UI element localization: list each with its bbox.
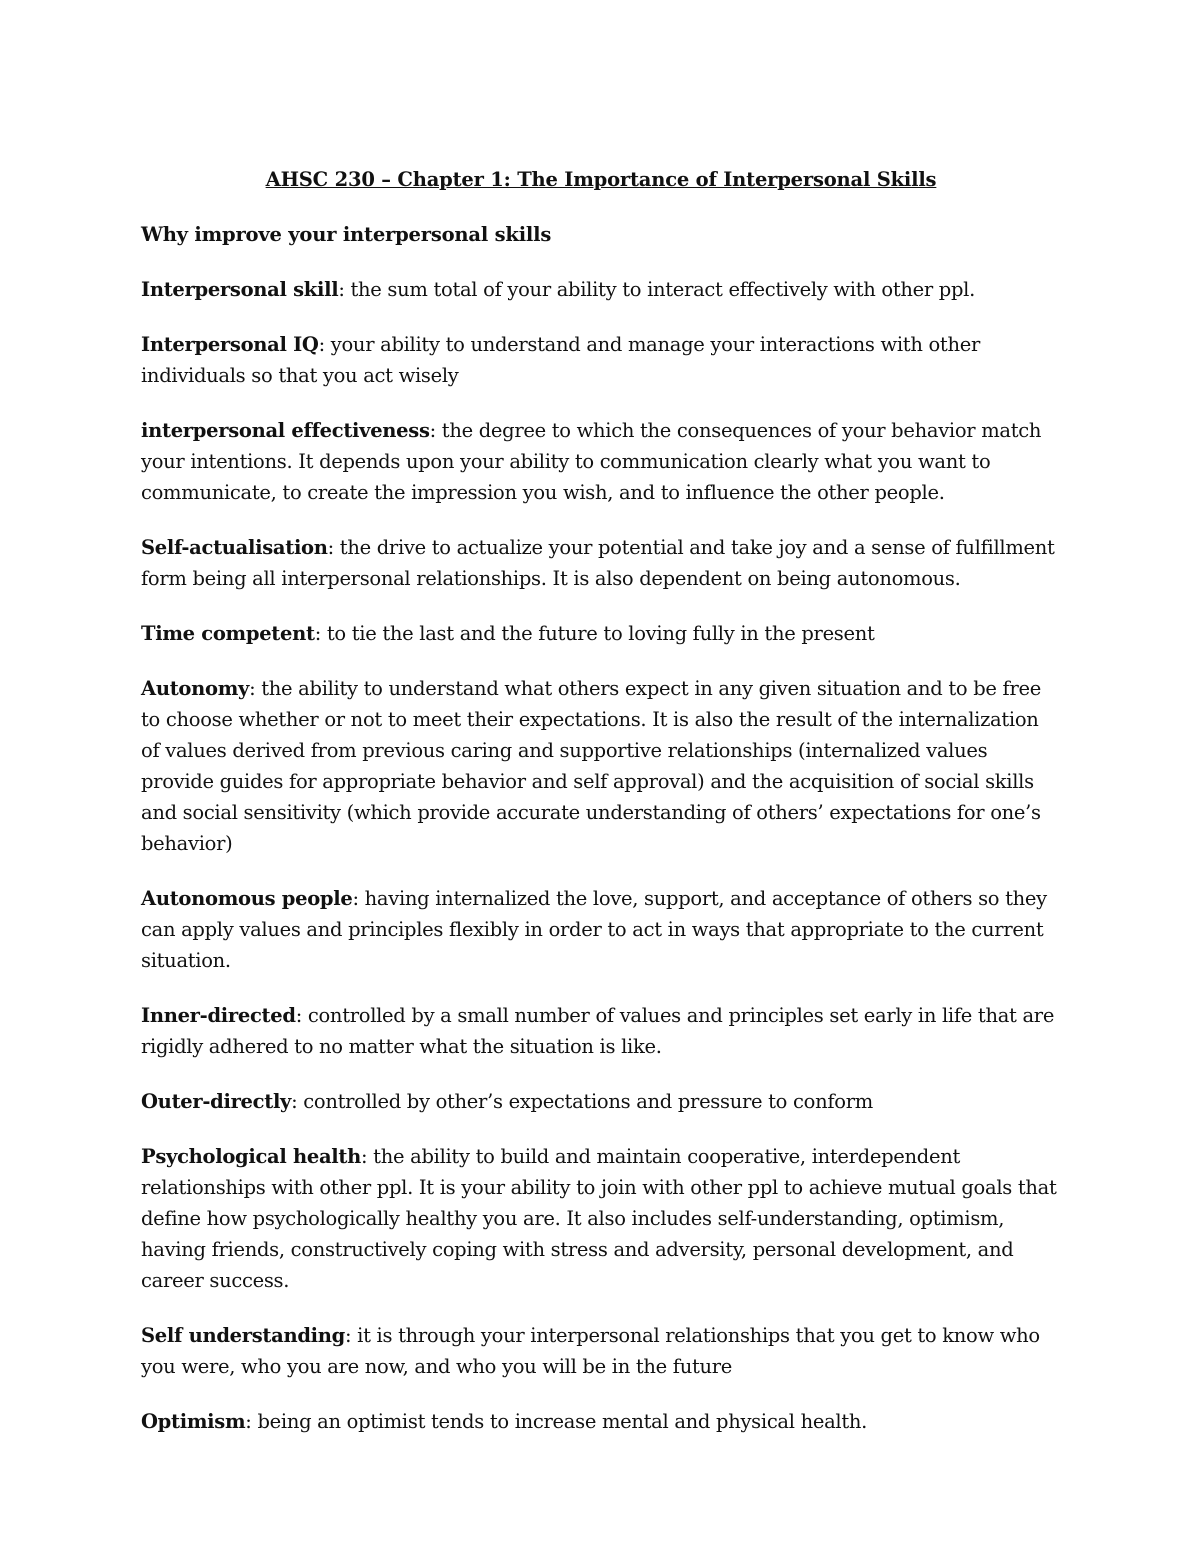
- definition: : it is through your interpersonal relationships that you get to know who you were, who you are now, and who you will be in the future: [141, 1324, 1040, 1378]
- definition: : the drive to actualize your potential and take joy and a sense of fulfillment form being all interpersonal relationships. It is also dependent on being autonomous.: [141, 536, 1055, 590]
- term: Psychological health: [141, 1145, 362, 1168]
- term: interpersonal effectiveness: [141, 419, 430, 442]
- definition-psychological-health: [141, 1141, 1061, 1296]
- definition-self-understanding: [141, 1320, 1061, 1382]
- document-title: AHSC 230 – Chapter 1: The Importance of Interpersonal Skills: [265, 168, 937, 191]
- term: Self understanding: [141, 1324, 345, 1347]
- definition-optimism: [141, 1406, 1061, 1437]
- term: Self-actualisation: [141, 536, 328, 559]
- document-page: [141, 164, 1061, 1461]
- term: Autonomous people: [141, 887, 353, 910]
- definition: : having internalized the love, support, and acceptance of others so they can apply values and principles flexibly in order to act in ways that appropriate to the current situation.: [141, 887, 1047, 972]
- term: Interpersonal IQ: [141, 333, 319, 356]
- definition-interpersonal-effectiveness: [141, 415, 1061, 508]
- term: Optimism: [141, 1410, 246, 1433]
- definition-time-competent: [141, 618, 1061, 649]
- definition-inner-directed: [141, 1000, 1061, 1062]
- definition: : the ability to understand what others expect in any given situation and to be free to choose whether or not to meet their expectations. It is also the result of the internalization of values derived from previous caring and supportive relationships (internalized values provide guides for appropriate behavior and self approval) and the acquisition of social skills and social sensitivity (which provide accurate understanding of others’ expectations for one’s behavior): [141, 677, 1041, 855]
- definition-self-actualisation: [141, 532, 1061, 594]
- definition-interpersonal-skill: [141, 274, 1061, 305]
- definition: : the ability to build and maintain cooperative, interdependent relationships with other ppl. It is your ability to join with other ppl to achieve mutual goals that define how psychologically healthy you are. It also includes self-understanding, optimism, having friends, constructively coping with stress and adversity, personal development, and career success.: [141, 1145, 1057, 1292]
- term: Outer-directly: [141, 1090, 292, 1113]
- section-heading: Why improve your interpersonal skills: [141, 223, 552, 246]
- definition: : controlled by a small number of values and principles set early in life that are rigidly adhered to no matter what the situation is like.: [141, 1004, 1055, 1058]
- definition: : the sum total of your ability to interact effectively with other ppl.: [338, 278, 975, 301]
- term: Time competent: [141, 622, 315, 645]
- term: Inner-directed: [141, 1004, 296, 1027]
- term: Interpersonal skill: [141, 278, 339, 301]
- definition: : being an optimist tends to increase mental and physical health.: [245, 1410, 868, 1433]
- definition: : to tie the last and the future to loving fully in the present: [314, 622, 875, 645]
- definition-autonomy: [141, 673, 1061, 859]
- definition-interpersonal-iq: [141, 329, 1061, 391]
- term: Autonomy: [141, 677, 250, 700]
- definition: : your ability to understand and manage your interactions with other individuals so that you act wisely: [141, 333, 980, 387]
- definition: : controlled by other’s expectations and pressure to conform: [291, 1090, 873, 1113]
- definition: : the degree to which the consequences of your behavior match your intentions. It depends upon your ability to communication clearly what you want to communicate, to create the impression you wish, and to influence the other people.: [141, 419, 1042, 504]
- definition-outer-directly: [141, 1086, 1061, 1117]
- definition-autonomous-people: [141, 883, 1061, 976]
